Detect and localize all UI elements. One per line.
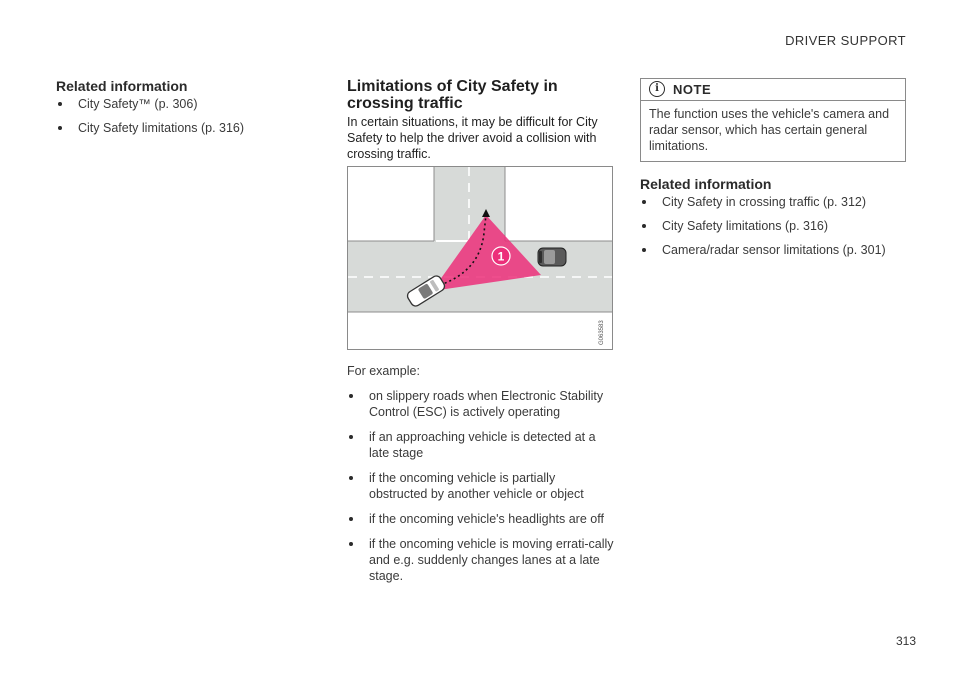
right-column	[640, 78, 906, 266]
related-link[interactable]: City Safety™ (p. 306)	[56, 96, 306, 112]
list-item: if the oncoming vehicle's headlights are off	[347, 511, 615, 527]
note-body: The function uses the vehicle's camera and radar sensor, which has certain general limitations.	[649, 107, 890, 153]
related-info-heading: Related information	[640, 176, 772, 192]
note-title: NOTE	[673, 81, 712, 97]
related-link[interactable]: Camera/radar sensor limitations (p. 301)	[640, 242, 906, 258]
related-link[interactable]: City Safety limitations (p. 316)	[56, 120, 306, 136]
list-item: on slippery roads when Electronic Stability Control (ESC) is actively operating	[347, 388, 615, 420]
crossing-traffic-illustration	[347, 166, 613, 350]
section-title: Limitations of City Safety in crossing traffic	[347, 78, 558, 112]
crossing-car	[538, 248, 566, 266]
page-number: 313	[895, 634, 916, 648]
related-links-list	[56, 96, 306, 136]
note-box	[640, 78, 906, 162]
example-intro: For example:	[347, 364, 420, 378]
related-links-list	[640, 194, 906, 258]
section-header: DRIVER SUPPORT	[785, 33, 906, 48]
intro-paragraph: In certain situations, it may be difficult for City Safety to help the driver avoid a collision with crossing traffic.	[347, 115, 598, 161]
related-link[interactable]: City Safety limitations (p. 316)	[640, 218, 906, 234]
related-info-heading: Related information	[56, 78, 188, 94]
left-column	[56, 78, 306, 144]
callout-number: 1	[497, 249, 505, 264]
list-item: if an approaching vehicle is detected at a late stage	[347, 429, 615, 461]
note-header	[641, 79, 905, 101]
middle-column	[347, 78, 615, 593]
figure-code: G063583	[599, 320, 605, 345]
examples-list	[347, 388, 615, 584]
list-item: if the oncoming vehicle is moving errati-cally and e.g. suddenly changes lanes at a late stage.	[347, 536, 615, 584]
info-icon: i	[649, 81, 665, 97]
list-item: if the oncoming vehicle is partially obstructed by another vehicle or object	[347, 470, 615, 502]
related-link[interactable]: City Safety in crossing traffic (p. 312)	[640, 194, 906, 210]
